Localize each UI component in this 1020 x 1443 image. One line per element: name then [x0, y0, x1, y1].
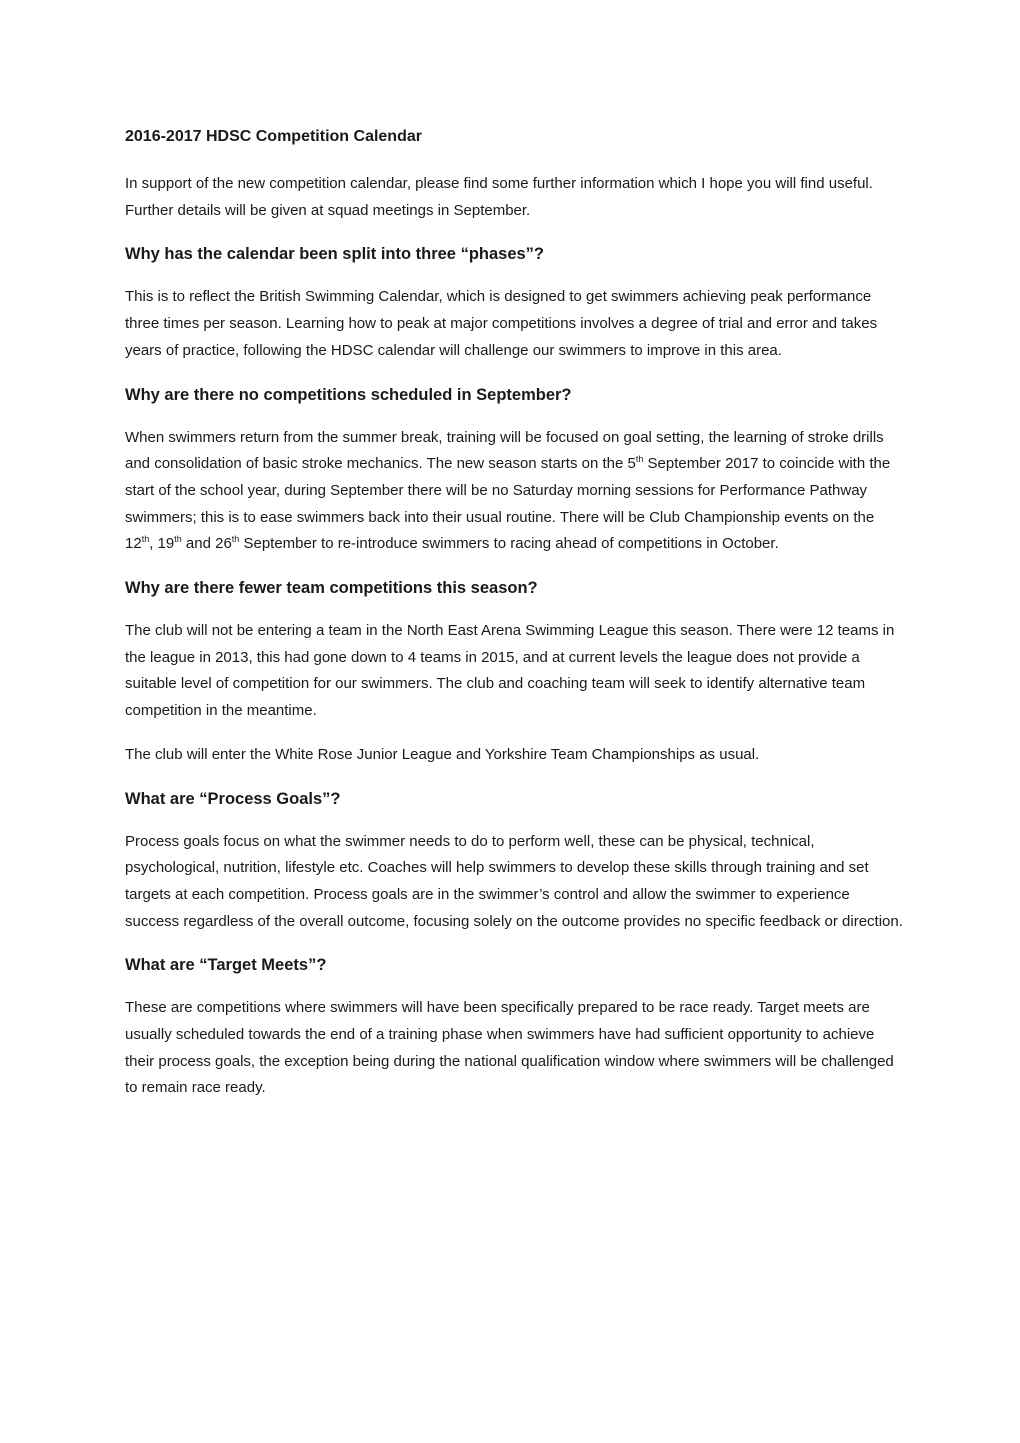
text-run: September 2017 to coincide with the start of the school year, during September there will be no Saturday morning sessions for Performance Pathway swimmers; this is to ease swimmers back into their usual routine. There will be Club Championship events on the 12: [125, 455, 891, 553]
text-run: and 26: [181, 535, 232, 553]
section-heading-process-goals: What are “Process Goals”?: [125, 789, 341, 808]
section-heading-target-meets: What are “Target Meets”?: [125, 956, 327, 975]
section-paragraph-process-goals: Process goals focus on what the swimmer needs to do to perform well, these can be physical, technical, psychological, nutrition, lifestyle etc. Coaches will help swimmers to develop these skills through training and set targets at each competition. Process goals are in the swimmer’s control and allow the swimmer to experience success regardless of the overall outcome, focusing solely on the outcome provides no specific feedback or direction.: [125, 832, 903, 930]
section-heading-phases: Why has the calendar been split into three “phases”?: [125, 245, 545, 264]
section-paragraph-team-competitions-2: The club will enter the White Rose Junior League and Yorkshire Team Championships as usual.: [125, 745, 760, 763]
section-heading-september: Why are there no competitions scheduled in September?: [125, 385, 572, 404]
section-paragraph-september: [125, 425, 905, 559]
ordinal-suffix: th: [231, 534, 240, 545]
ordinal-suffix: th: [174, 534, 182, 545]
ordinal-suffix: th: [635, 454, 644, 465]
document-page: [125, 124, 905, 1119]
text-run: When swimmers return from the summer break, training will be focused on goal setting, the learning of stroke drills and consolidation of basic stroke mechanics. The new season starts on the 5: [125, 428, 884, 473]
ordinal-suffix: th: [141, 534, 150, 545]
text-run: September to re-introduce swimmers to racing ahead of competitions in October.: [239, 535, 779, 553]
section-heading-team-competitions: Why are there fewer team competitions this season?: [125, 579, 538, 598]
text-run: , 19: [149, 535, 175, 553]
intro-paragraph: In support of the new competition calendar, please find some further information which I hope you will find useful. Further details will be given at squad meetings in September.: [125, 175, 873, 219]
document-title: 2016-2017 HDSC Competition Calendar: [125, 128, 422, 145]
section-paragraph-phases: This is to reflect the British Swimming Calendar, which is designed to get swimmers achieving peak performance three times per season. Learning how to peak at major competitions involves a degree of trial and error and takes years of practice, following the HDSC calendar will challenge our swimmers to improve in this area.: [125, 288, 878, 359]
section-paragraph-team-competitions: The club will not be entering a team in the North East Arena Swimming League this season. There were 12 teams in the league in 2013, this had gone down to 4 teams in 2015, and at current levels the league does not provide a suitable level of competition for our swimmers. The club and coaching team will seek to identify alternative team competition in the meantime.: [125, 622, 895, 720]
section-paragraph-target-meets: These are competitions where swimmers will have been specifically prepared to be race ready. Target meets are usually scheduled towards the end of a training phase when swimmers have had sufficient opportunity to achieve their process goals, the exception being during the national qualification window where swimmers will be challenged to remain race ready.: [125, 999, 894, 1097]
